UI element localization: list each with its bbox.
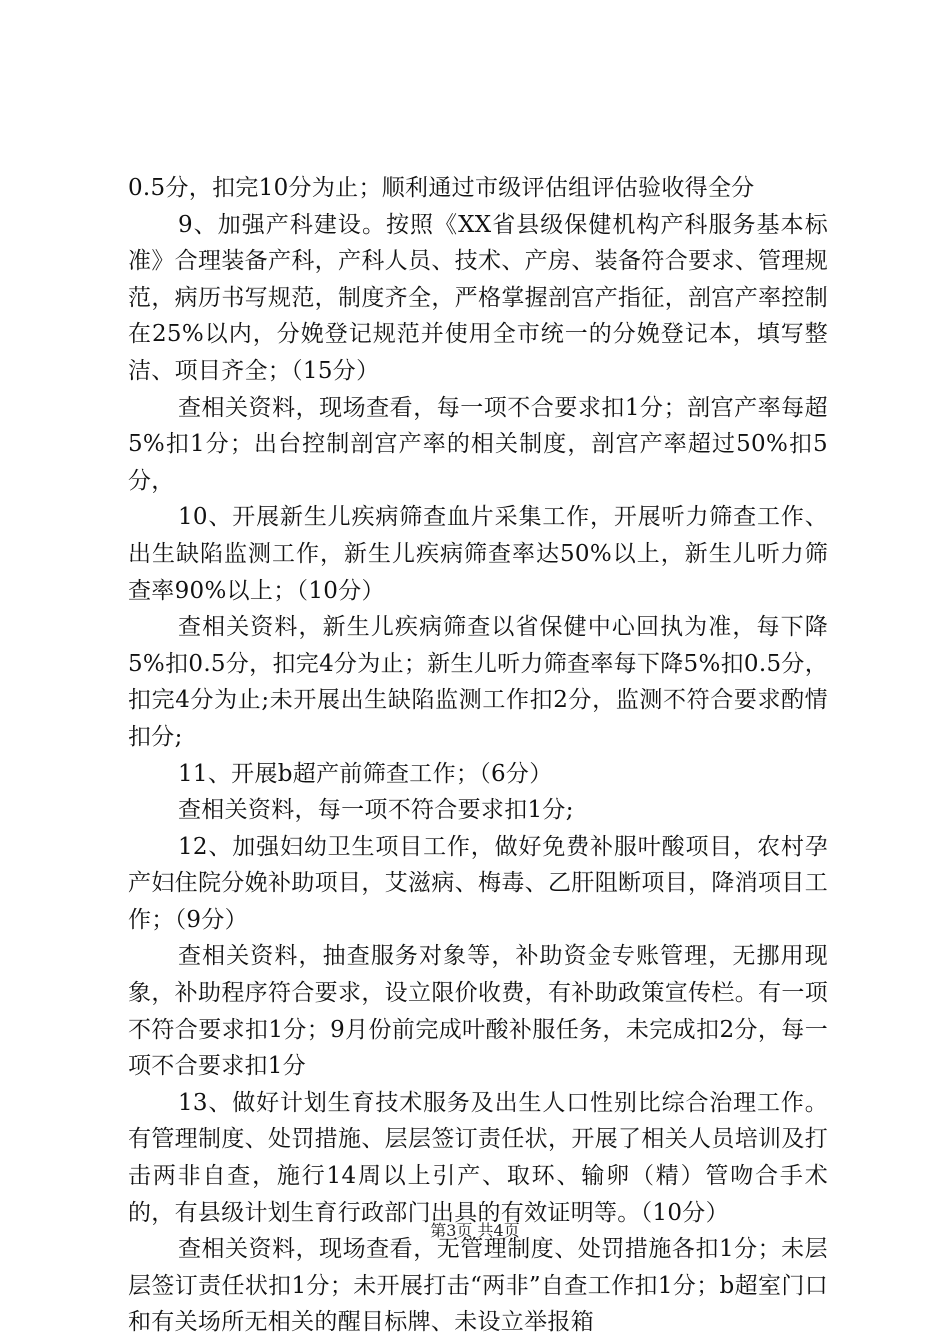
paragraph-3: 查相关资料，现场查看，每一项不合要求扣1分；剖宫产率每超5%扣1分；出台控制剖宫产率的相关制度，剖宫产率超过50%扣5分， — [128, 394, 828, 494]
paragraph-5: 查相关资料，新生儿疾病筛查以省保健中心回执为准，每下降5%扣0.5分，扣完4分为止；新生儿听力筛查率每下降5%扣0.5分，扣完4分为止;未开展出生缺陷监测工作扣2分，监测不符合要求酌情扣分; — [128, 614, 828, 750]
paragraph-9: 查相关资料，抽查服务对象等，补助资金专账管理，无挪用现象，补助程序符合要求，设立限价收费，有补助政策宣传栏。有一项不符合要求扣1分；9月份前完成叶酸补服任务，未完成扣2分，每一项不合要求扣1分 — [128, 943, 828, 1080]
paragraph-4: 10、开展新生儿疾病筛查血片采集工作，开展听力筛查工作、出生缺陷监测工作，新生儿疾病筛查率达50%以上，新生儿听力筛查率90%以上；（10分） — [128, 504, 828, 604]
paragraph-2: 9、加强产科建设。按照《XX省县级保健机构产科服务基本标准》合理装备产科，产科人员、技术、产房、装备符合要求、管理规范，病历书写规范，制度齐全，严格掌握剖宫产指征，剖宫产率控制在25%以内，分娩登记规范并使用全市统一的分娩登记本，填写整洁、项目齐全；（15分） — [128, 211, 828, 384]
paragraph-8: 12、加强妇幼卫生项目工作，做好免费补服叶酸项目，农村孕产妇住院分娩补助项目，艾滋病、梅毒、乙肝阻断项目，降消项目工作；（9分） — [128, 833, 828, 933]
page-number-footer: 第3页 共4页 — [430, 1221, 520, 1240]
paragraph-7: 查相关资料，每一项不符合要求扣1分; — [178, 797, 574, 824]
paragraph-10: 13、做好计划生育技术服务及出生人口性别比综合治理工作。有管理制度、处罚措施、层层签订责任状，开展了相关人员培训及打击两非自查，施行14周以上引产、取环、输卵（精）管吻合手术的，有县级计划生育行政部门出具的有效证明等。（10分） — [128, 1089, 828, 1226]
paragraph-1: 0.5分，扣完10分为止；顺利通过市级评估组评估验收得全分 — [128, 175, 755, 201]
document-body — [128, 170, 828, 1341]
paragraph-6: 11、开展b超产前筛查工作；（6分） — [178, 760, 553, 787]
paragraph-11: 查相关资料，现场查看，无管理制度、处罚措施各扣1分；未层层签订责任状扣1分；未开展打击“两非”自查工作扣1分；b超室门口和有关场所无相关的醒目标牌、未设立举报箱 — [128, 1236, 828, 1336]
